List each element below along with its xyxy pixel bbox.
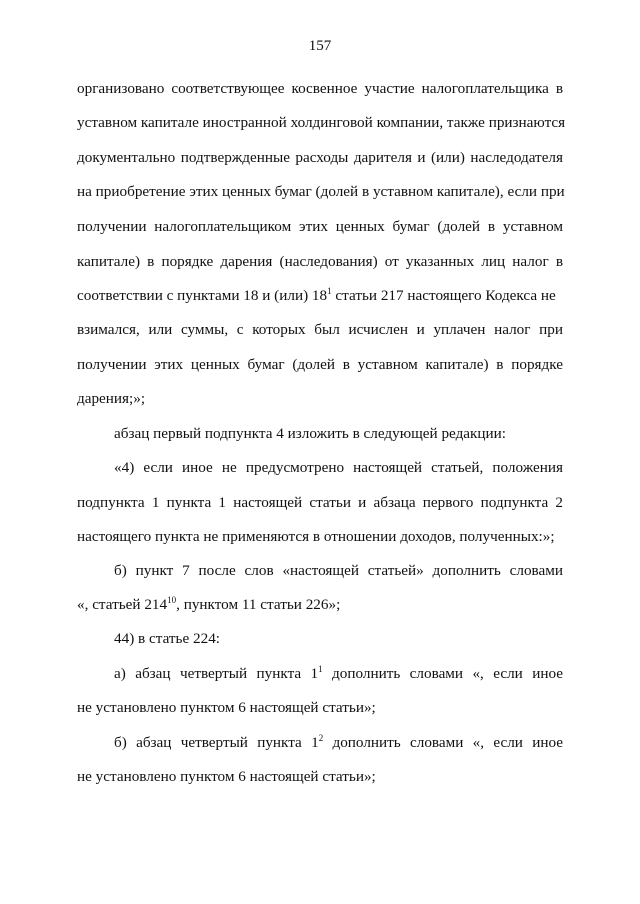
text-segment: статьи 217 настоящего Кодекса не [331, 287, 556, 304]
text-segment: соответствии с пунктами 18 и (или) 18 [77, 287, 328, 304]
text-segment: «, статьей 214 [77, 596, 168, 613]
text-line: подпункта 1 пункта 1 настоящей статьи и абзаца первого подпункта 2 [77, 494, 563, 511]
text-line [114, 733, 563, 753]
superscript: 10 [167, 594, 177, 605]
text-segment: дополнить словами «, если иное [323, 734, 563, 751]
text-line: не установлено пунктом 6 настоящей статьи»; [77, 699, 376, 716]
text-line [77, 286, 563, 306]
page-number: 157 [308, 38, 332, 54]
text-line: настоящего пункта не применяются в отношении доходов, полученных:»; [77, 528, 555, 545]
text-line: организовано соответствующее косвенное участие налогоплательщика в [77, 80, 563, 97]
superscript: 2 [318, 732, 324, 743]
text-line: документально подтвержденные расходы дарителя и (или) наследодателя [77, 149, 563, 166]
text-line: 44) в статье 224: [114, 630, 221, 647]
text-line: получении налогоплательщиком этих ценных бумаг (долей в уставном [77, 218, 563, 235]
text-line: на приобретение этих ценных бумаг (долей в уставном капитале), если при [77, 183, 565, 200]
text-segment: , пунктом 11 статьи 226»; [176, 596, 341, 613]
text-line [114, 664, 563, 684]
text-line: абзац первый подпункта 4 изложить в следующей редакции: [114, 425, 507, 442]
text-segment: дополнить словами «, если иное [322, 665, 563, 682]
text-line: дарения;»; [77, 390, 146, 407]
text-line: не установлено пунктом 6 настоящей статьи»; [77, 768, 376, 785]
text-segment: б) абзац четвертый пункта 1 [114, 734, 319, 751]
superscript: 1 [327, 285, 332, 296]
text-line: взимался, или суммы, с которых был исчислен и уплачен налог при [77, 321, 563, 338]
text-line [77, 595, 563, 615]
superscript: 1 [318, 663, 323, 674]
text-line: «4) если иное не предусмотрено настоящей статьей, положения [114, 459, 563, 476]
text-line: б) пункт 7 после слов «настоящей статьей» дополнить словами [114, 562, 563, 579]
text-segment: а) абзац четвертый пункта 1 [114, 665, 319, 682]
text-line: уставном капитале иностранной холдинговой компании, также признаются [77, 114, 566, 131]
text-line: капитале) в порядке дарения (наследования) от указанных лиц налог в [77, 253, 563, 270]
text-line: получении этих ценных бумаг (долей в уставном капитале) в порядке [77, 356, 563, 373]
